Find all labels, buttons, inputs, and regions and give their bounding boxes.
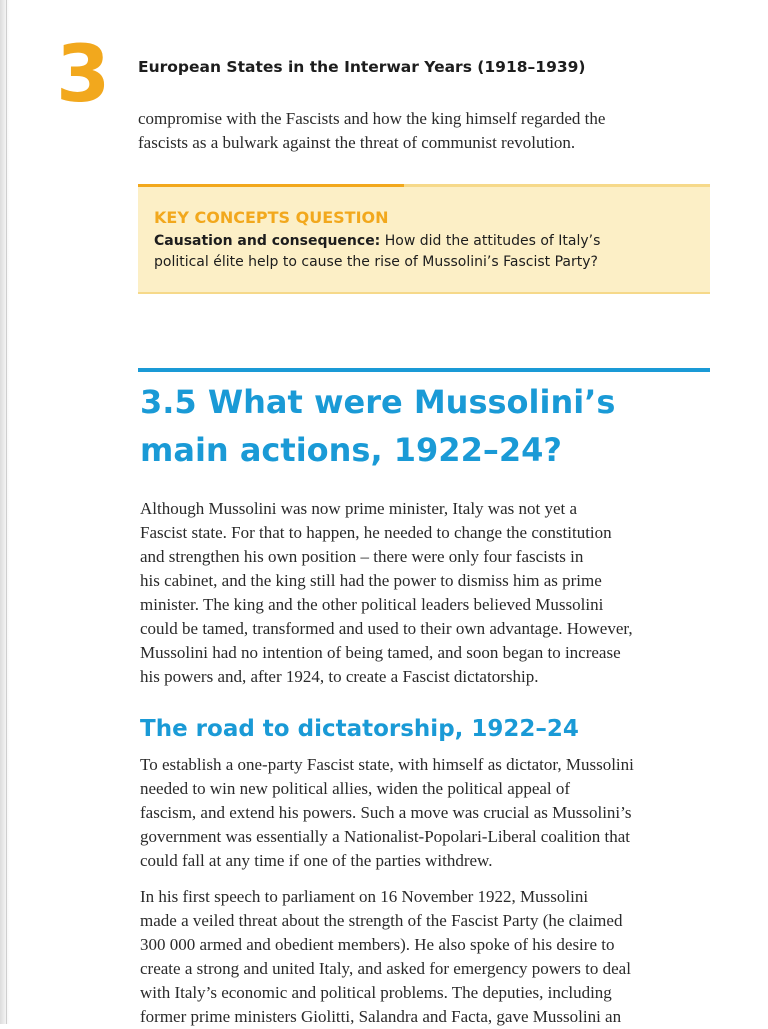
page-edge-line	[6, 0, 7, 1024]
key-concepts-question	[154, 231, 694, 273]
section-title	[140, 378, 710, 474]
section-title-line: 3.5 What were Mussolini’s	[140, 383, 616, 421]
text-line: former prime ministers Giolitti, Salandra and Facta, gave Mussolini an	[140, 1007, 622, 1026]
text-line: made a veiled threat about the strength of the Fascist Party (he claimed	[140, 911, 623, 930]
body-paragraph	[140, 497, 710, 689]
key-concepts-title: KEY CONCEPTS QUESTION	[154, 208, 389, 227]
body-paragraph	[140, 753, 710, 873]
key-concepts-question-line: political élite help to cause the rise of Mussolini’s Fascist Party?	[154, 254, 598, 270]
key-concepts-box	[138, 184, 710, 294]
text-line: government was essentially a Nationalist-Popolari-Liberal coalition that	[140, 827, 631, 846]
text-line: create a strong and united Italy, and asked for emergency powers to deal	[140, 959, 631, 978]
running-header: European States in the Interwar Years (1918–1939)	[138, 58, 586, 76]
chapter-number: 3	[56, 30, 111, 120]
text-line: compromise with the Fascists and how the king himself regarded the	[138, 109, 606, 128]
text-line: fascists as a bulwark against the threat of communist revolution.	[138, 133, 576, 152]
page-edge-shadow	[0, 0, 10, 1024]
text-line: could be tamed, transformed and used to their own advantage. However,	[140, 619, 633, 638]
text-line: and strengthen his own position – there were only four fascists in	[140, 547, 584, 566]
key-concepts-accent-bar	[138, 184, 404, 187]
text-line: minister. The king and the other political leaders believed Mussolini	[140, 595, 604, 614]
section-title-line: main actions, 1922–24?	[140, 431, 562, 469]
text-line: Although Mussolini was now prime minister, Italy was not yet a	[140, 499, 578, 518]
text-line: fascism, and extend his powers. Such a move was crucial as Mussolini’s	[140, 803, 632, 822]
section-rule	[138, 368, 710, 372]
text-line: In his first speech to parliament on 16 November 1922, Mussolini	[140, 887, 589, 906]
text-line: could fall at any time if one of the parties withdrew.	[140, 851, 493, 870]
text-line: Fascist state. For that to happen, he needed to change the constitution	[140, 523, 612, 542]
key-concepts-question-lead: Causation and consequence:	[154, 233, 381, 249]
text-line: his cabinet, and the king still had the power to dismiss him as prime	[140, 571, 602, 590]
intro-paragraph	[138, 107, 708, 155]
text-line: with Italy’s economic and political problems. The deputies, including	[140, 983, 612, 1002]
text-line: needed to win new political allies, widen the political appeal of	[140, 779, 571, 798]
key-concepts-question-line	[154, 231, 694, 252]
text-line: To establish a one-party Fascist state, with himself as dictator, Mussolini	[140, 755, 634, 774]
key-concepts-question-rest: How did the attitudes of Italy’s	[380, 233, 601, 249]
text-line: Mussolini had no intention of being tamed, and soon began to increase	[140, 643, 621, 662]
text-line: his powers and, after 1924, to create a Fascist dictatorship.	[140, 667, 539, 686]
body-paragraph	[140, 885, 710, 1029]
text-line: 300 000 armed and obedient members). He also spoke of his desire to	[140, 935, 615, 954]
subsection-title: The road to dictatorship, 1922–24	[140, 716, 579, 742]
